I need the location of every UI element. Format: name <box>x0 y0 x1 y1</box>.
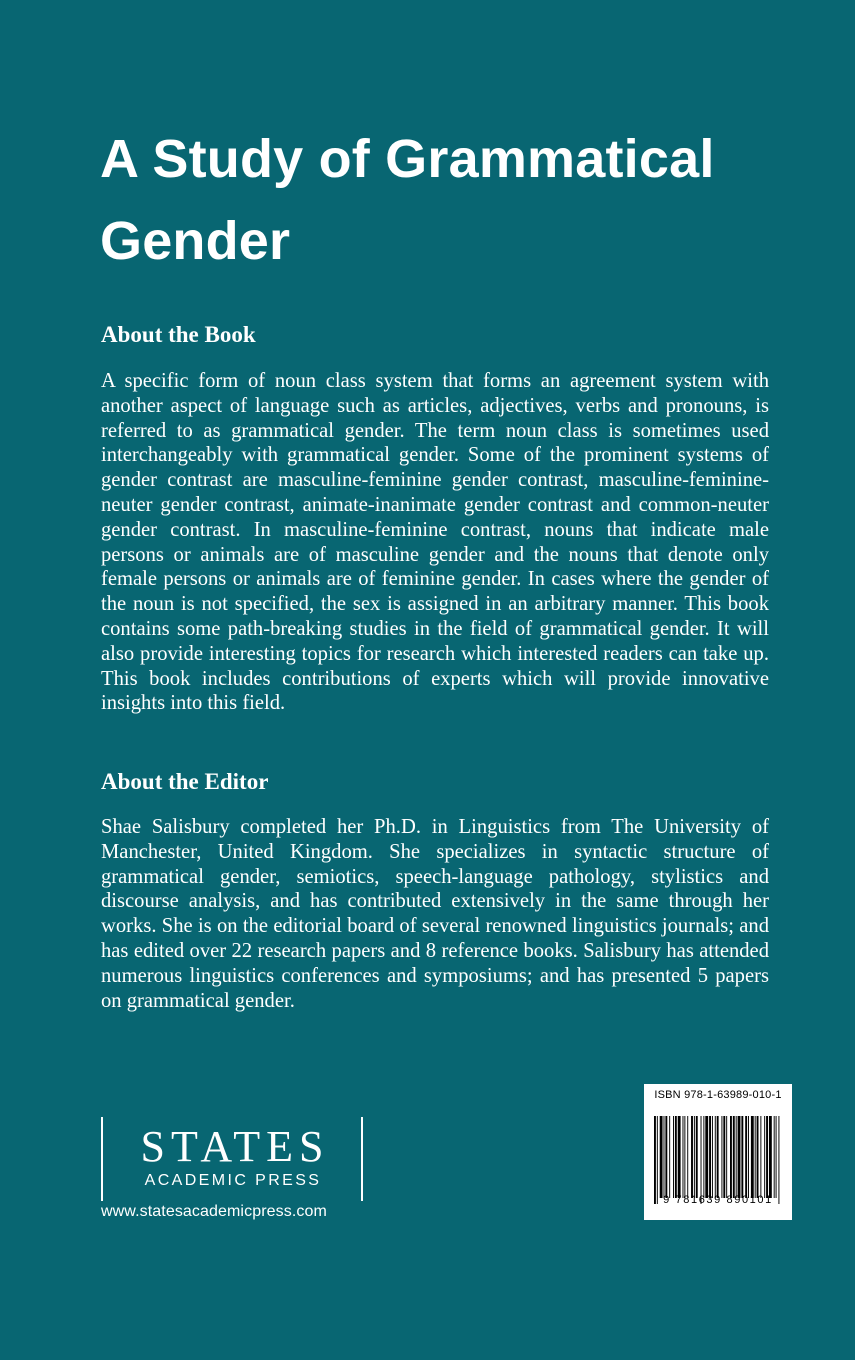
publisher-website: www.statesacademicpress.com <box>101 1203 327 1220</box>
barcode-digits: 9 781639 890101 <box>663 1194 773 1206</box>
about-editor-heading: About the Editor <box>101 769 269 794</box>
about-editor-text: Shae Salisbury completed her Ph.D. in Linguistics from The University of Manchester, United Kingdom. She specializes in syntactic structure of grammatical gender, semiotics, speech-language pathology, stylistics and discourse analysis, and has contributed extensively in the same through her works. She is on the editorial board of several renowned linguistics journals; and has edited over 22 research papers and 8 reference books. Salisbury has attended numerous linguistics conferences and symposiums; and has presented 5 papers on grammatical gender. <box>101 816 769 1012</box>
publisher-name-sub: ACADEMIC PRESS <box>144 1172 322 1189</box>
about-book-heading: About the Book <box>101 322 256 347</box>
publisher-logo <box>101 1117 363 1201</box>
publisher-name-main: STATES <box>140 1122 330 1171</box>
book-title: A Study of Grammatical Gender <box>100 129 715 271</box>
isbn-label: ISBN 978-1-63989-010-1 <box>654 1089 782 1101</box>
about-book-text: A specific form of noun class system that forms an agreement system with another aspect of language such as articles, adjectives, verbs and pronouns, is referred to as grammatical gender. The term noun class is sometimes used interchangeably with grammatical gender. Some of the prominent systems of gender contrast are masculine-feminine gender contrast, masculine-feminine-neuter gender contrast, animate-inanimate gender contrast and common-neuter gender contrast. In masculine-feminine contrast, nouns that indicate male persons or animals are of masculine gender and the nouns that denote only female persons or animals are of feminine gender. In cases where the gender of the noun is not specified, the sex is assigned in an arbitrary manner. This book contains some path-breaking studies in the field of grammatical gender. It will also provide interesting topics for research which interested readers can take up. This book includes contributions of experts which will provide innovative insights into this field. <box>101 370 769 715</box>
isbn-barcode-panel <box>644 1084 792 1220</box>
